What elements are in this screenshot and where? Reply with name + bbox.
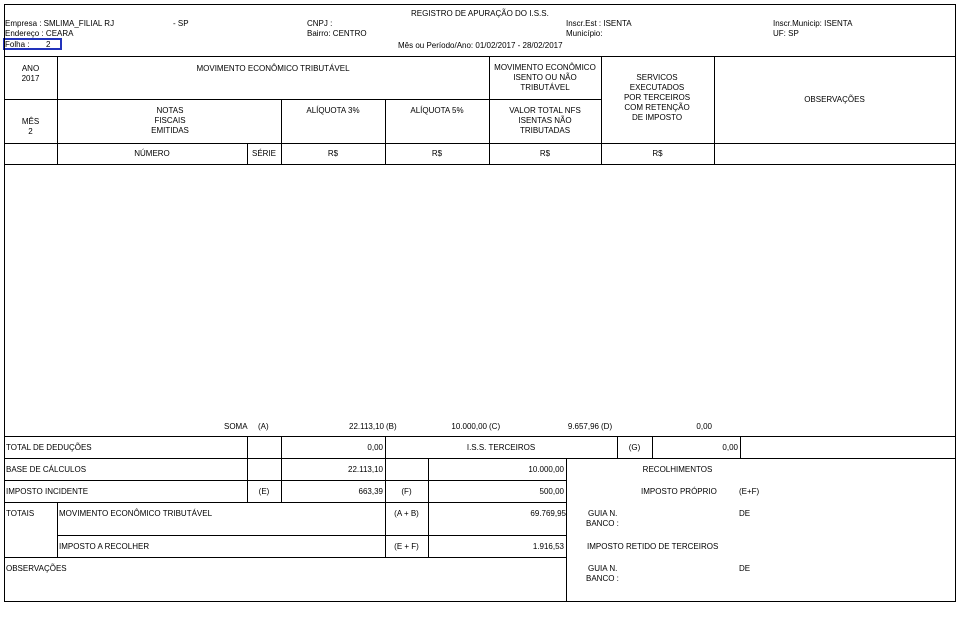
soma-a-value: 22.113,10 (349, 422, 384, 431)
imposto-retido-label: IMPOSTO RETIDO DE TERCEIROS (587, 542, 719, 551)
rs-header-1: R$ (327, 149, 339, 158)
periodo: Mês ou Período/Ano: 01/02/2017 - 28/02/2017 (398, 41, 563, 50)
observacoes-label: OBSERVAÇÕES (6, 564, 67, 573)
imposto-recolher-label: IMPOSTO A RECOLHER (59, 542, 150, 551)
soma-a-tag: (A) (258, 422, 269, 431)
mov-trib-label: MOVIMENTO ECONÔMICO TRIBUTÁVEL (59, 509, 213, 518)
guia-label-2: GUIA N. (588, 564, 618, 573)
report-title: REGISTRO DE APURAÇÃO DO I.S.S. (411, 9, 549, 18)
guia-label-1: GUIA N. (588, 509, 618, 518)
totais-label: TOTAIS (6, 509, 35, 518)
serie-header: SÉRIE (251, 149, 276, 158)
top-rule (4, 4, 955, 5)
soma-d-tag: (D) (601, 422, 613, 431)
soma-c-value: 9.657,96 (567, 422, 599, 431)
mov-tributavel-header: MOVIMENTO ECONÔMICO TRIBUTÁVEL (196, 64, 350, 73)
banco-label-1: BANCO : (586, 519, 619, 528)
base-value: 22.113,10 (348, 465, 383, 474)
folha-value: 2 (46, 40, 51, 49)
ab-value: 69.769,95 (530, 509, 566, 518)
soma-b-tag: (B) (386, 422, 397, 431)
g-value: 0,00 (722, 443, 738, 452)
folha-label: Folha : (5, 40, 30, 49)
uf: UF: SP (773, 29, 799, 38)
aliquota5-header: ALÍQUOTA 5% (410, 106, 464, 115)
ano-value: 2017 (21, 74, 40, 83)
mov-isento-header: MOVIMENTO ECONÔMICO ISENTO OU NÃO TRIBUTÁVEL (494, 63, 596, 92)
notas-header: NOTAS FISCAIS EMITIDAS (151, 106, 189, 135)
soma-b-value: 10.000,00 (451, 422, 487, 431)
soma-d-value: 0,00 (696, 422, 712, 431)
rs-header-2: R$ (431, 149, 443, 158)
imposto-incidente-label: IMPOSTO INCIDENTE (6, 487, 89, 496)
f-value: 500,00 (539, 487, 564, 496)
folha-highlight (3, 38, 62, 50)
f-tag: (F) (401, 487, 412, 496)
valor-total-header: VALOR TOTAL NFS ISENTAS NÃO TRIBUTADAS (509, 106, 581, 135)
mes-label: MÊS (21, 117, 40, 126)
ab-tag: (A + B) (394, 509, 419, 518)
endereco: Endereço : CEARA (5, 29, 74, 38)
empresa: Empresa : SMLIMA_FILIAL RJ (5, 19, 115, 28)
observacoes-header: OBSERVAÇÕES (804, 95, 865, 104)
total-deducoes-label: TOTAL DE DEDUÇÕES (6, 443, 92, 452)
bairro: Bairro: CENTRO (307, 29, 367, 38)
e-tag: (E) (258, 487, 270, 496)
ef-plus-tag: (E+F) (739, 487, 760, 496)
municipio: Município: (566, 29, 603, 38)
e-value: 663,39 (358, 487, 383, 496)
ef-tag: (E + F) (394, 542, 419, 551)
rs-header-3: R$ (539, 149, 551, 158)
cnpj: CNPJ : (307, 19, 333, 28)
g-tag: (G) (628, 443, 641, 452)
servicos-header: SERVICOS EXECUTADOS POR TERCEIROS COM RETENÇÃO DE IMPOSTO (623, 73, 691, 122)
ano-label: ANO (21, 64, 40, 73)
banco-label-2: BANCO : (586, 574, 619, 583)
aliquota3-header: ALÍQUOTA 3% (306, 106, 360, 115)
de-label-1: DE (739, 509, 751, 518)
inscr-est: Inscr.Est : ISENTA (566, 19, 632, 28)
ef-value: 1.916,53 (532, 542, 564, 551)
total-deducoes-value: 0,00 (367, 443, 383, 452)
soma-c-tag: (C) (489, 422, 501, 431)
recolhimentos-label: RECOLHIMENTOS (642, 465, 713, 474)
inscr-municip: Inscr.Municip: ISENTA (773, 19, 853, 28)
empresa-uf: - SP (173, 19, 189, 28)
base-calculos-label: BASE DE CÁLCULOS (6, 465, 87, 474)
mes-value: 2 (28, 127, 33, 136)
rs-header-4: R$ (652, 149, 663, 158)
de-label-2: DE (739, 564, 751, 573)
imposto-proprio-label: IMPOSTO PRÓPRIO (641, 487, 717, 496)
numero-header: NÚMERO (134, 149, 170, 158)
iss-terceiros-label: I.S.S. TERCEIROS (466, 443, 536, 452)
soma-label: SOMA (224, 422, 248, 431)
base-value2: 10.000,00 (528, 465, 564, 474)
